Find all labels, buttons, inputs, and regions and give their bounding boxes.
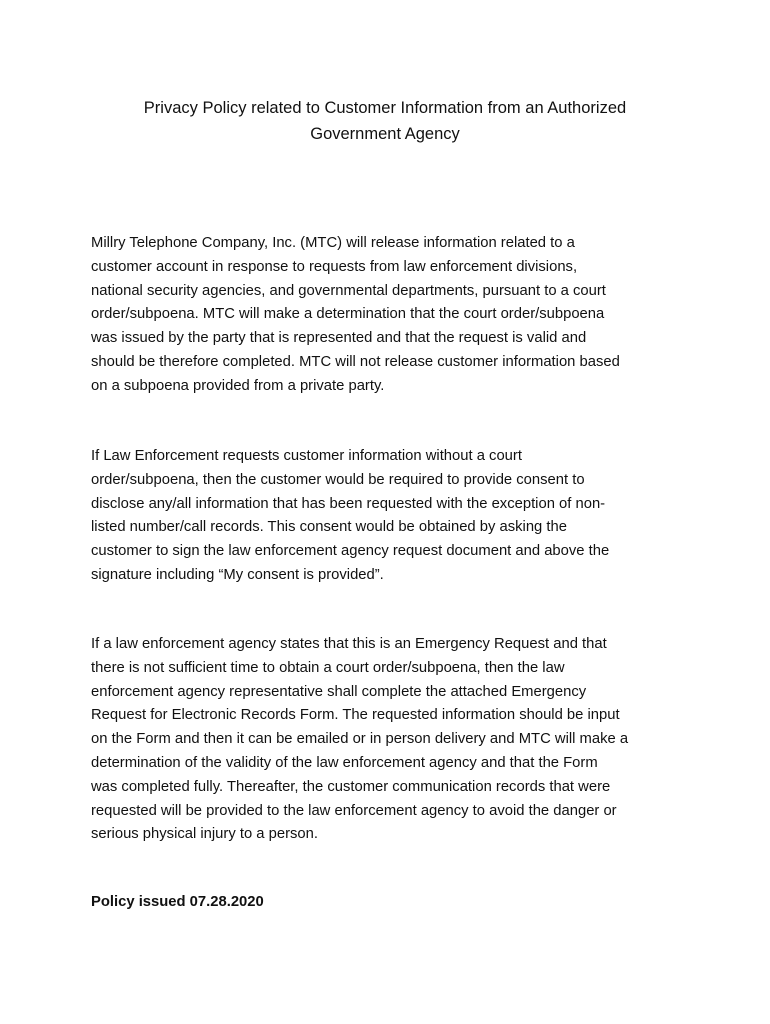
text-line: was issued by the party that is represented and that the request is valid and [91, 330, 587, 347]
text-line: disclose any/all information that has been requested with the exception of non- [91, 495, 606, 512]
paragraph-consent-policy [91, 445, 691, 588]
policy-issued-date: Policy issued 07.28.2020 [91, 894, 264, 910]
text-line: Request for Electronic Records Form. The requested information should be input [91, 707, 620, 724]
text-line: customer account in response to requests from law enforcement divisions, [91, 258, 578, 275]
text-line: was completed fully. Thereafter, the customer communication records that were [91, 778, 611, 795]
text-line: listed number/call records. This consent would be obtained by asking the [91, 519, 567, 536]
text-line: order/subpoena. MTC will make a determination that the court order/subpoena [91, 306, 605, 323]
text-line: order/subpoena, then the customer would be required to provide consent to [91, 471, 585, 488]
paragraph-emergency-policy [91, 633, 691, 847]
paragraph-release-policy [91, 232, 691, 399]
text-line: customer to sign the law enforcement agency request document and above the [91, 543, 610, 560]
text-line: If Law Enforcement requests customer information without a court [91, 448, 522, 464]
text-line: on a subpoena provided from a private party. [91, 377, 385, 394]
text-line: Millry Telephone Company, Inc. (MTC) will release information related to a [91, 235, 575, 251]
page-title [70, 95, 700, 147]
text-line: enforcement agency representative shall complete the attached Emergency [91, 683, 587, 700]
text-line: signature including “My consent is provided”. [91, 566, 384, 583]
text-line: should be therefore completed. MTC will not release customer information based [91, 353, 620, 370]
text-line: serious physical injury to a person. [91, 826, 318, 843]
title-line: Government Agency [310, 125, 460, 143]
title-line: Privacy Policy related to Customer Information from an Authorized [143, 99, 627, 117]
text-line: on the Form and then it can be emailed or in person delivery and MTC will make a [91, 731, 629, 748]
text-line: requested will be provided to the law enforcement agency to avoid the danger or [91, 802, 617, 819]
text-line: determination of the validity of the law enforcement agency and that the Form [91, 754, 598, 771]
text-line: national security agencies, and governmental departments, pursuant to a court [91, 282, 606, 299]
text-line: If a law enforcement agency states that this is an Emergency Request and that [91, 636, 607, 652]
text-line: there is not sufficient time to obtain a court order/subpoena, then the law [91, 659, 565, 676]
